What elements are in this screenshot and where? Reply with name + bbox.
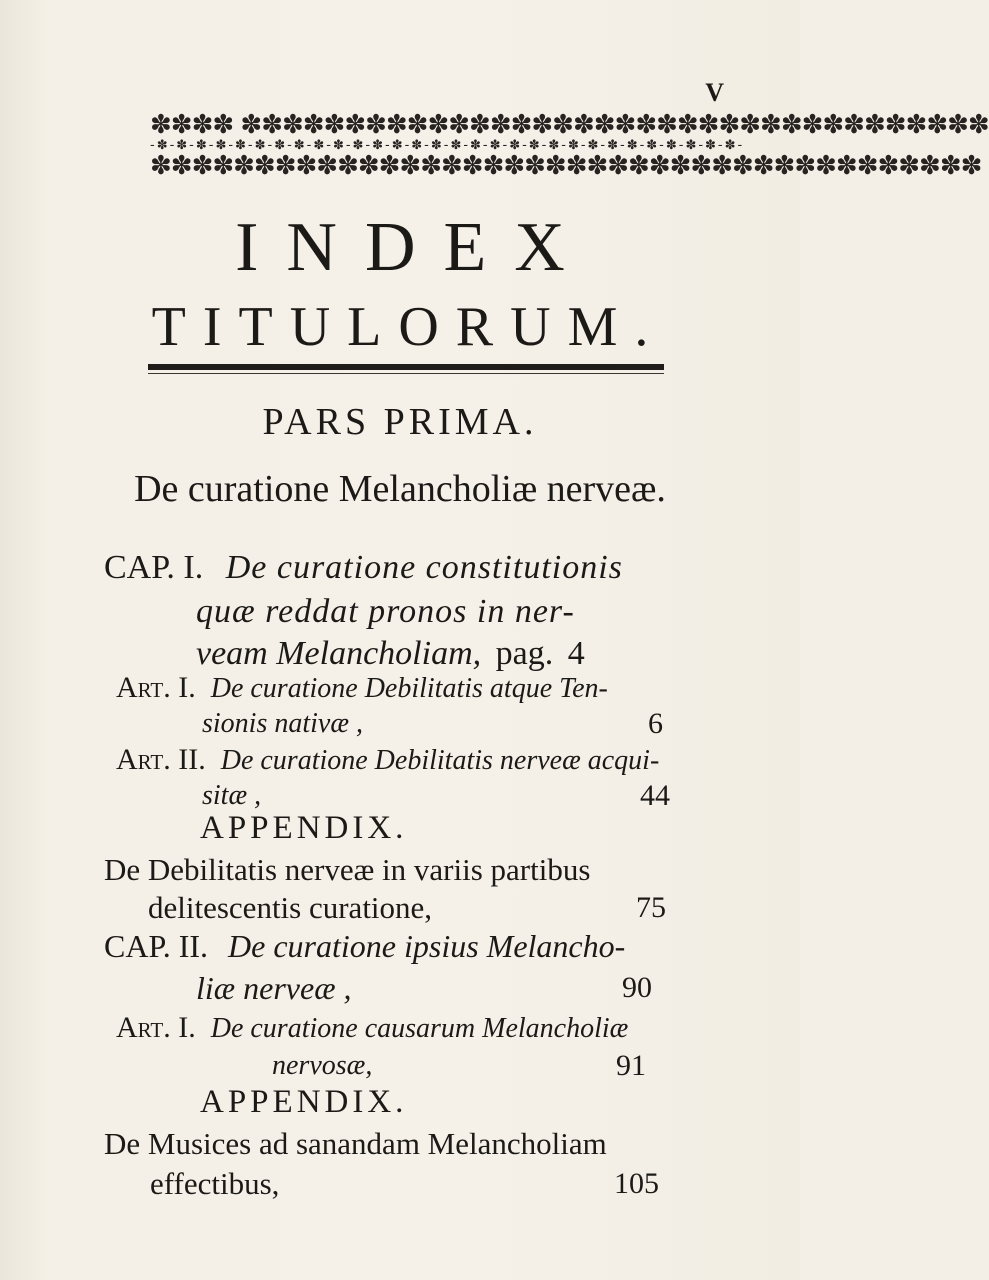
- ornament-band-bottom: ✽✽✽✽✽✽✽✽✽✽✽✽✽✽✽✽✽✽✽✽✽✽✽✽✽✽✽✽✽✽✽✽✽✽✽✽✽✽✽✽: [150, 151, 982, 181]
- appendix2-page: 105: [614, 1167, 659, 1200]
- section-subtitle: De curatione Melancholiæ nerveæ.: [134, 468, 666, 510]
- appendix1-line1: De Debilitatis nerveæ in variis partibus: [104, 852, 591, 887]
- art1-title-line1: De curatione Debilitatis atque Ten-: [210, 673, 608, 704]
- art2-title-line1: De curatione Debilitatis nerveæ acqui-: [220, 745, 660, 776]
- cap1-title-line1: De curatione constitutionis: [225, 549, 623, 586]
- ornament-band-middle: -✽-✽-✽-✽-✽-✽-✽-✽-✽-✽-✽-✽-✽-✽-✽-✽-✽-✽-✽-✽-✽-✽-✽-✽-✽-✽-✽-✽-✽-✽-: [150, 138, 745, 153]
- art1b-title-line2: nervosæ,: [272, 1050, 373, 1081]
- appendix2-heading: APPENDIX.: [200, 1084, 408, 1120]
- art1-title-line2: sionis nativæ ,: [202, 708, 364, 739]
- cap1-label: CAP. I.: [104, 549, 204, 586]
- pars-heading: PARS PRIMA.: [262, 401, 538, 443]
- appendix2-line1: De Musices ad sanandam Melancholiam: [104, 1126, 607, 1161]
- cap1-title-line3: veam Melancholiam,: [196, 635, 482, 672]
- cap1-title-line2: quæ reddat pronos in ner-: [196, 593, 575, 630]
- cap2-title-line2: liæ nerveæ ,: [196, 970, 352, 1006]
- cap1-page: 4: [567, 635, 585, 672]
- folio-number: V: [705, 78, 724, 107]
- art2-entry: [116, 740, 659, 781]
- cap2-label: CAP. II.: [104, 928, 209, 964]
- appendix1-line2: delitescentis curatione,: [148, 890, 433, 925]
- appendix1-page: 75: [636, 891, 666, 924]
- art2-page: 44: [640, 779, 670, 812]
- cap2-entry: [104, 926, 625, 966]
- title-index: INDEX: [235, 209, 593, 286]
- cap2-title-line1: De curatione ipsius Melancho-: [228, 928, 626, 964]
- appendix1-heading: APPENDIX.: [200, 810, 408, 846]
- title-rule-thin: [148, 373, 664, 374]
- ornament-band-top: ✽✽✽✽ ✽✽✽✽✽✽✽✽✽✽✽✽✽✽✽✽✽✽✽✽✽✽✽✽✽✽✽✽✽✽✽✽✽✽✽✽: [150, 110, 989, 140]
- art2-label: Art. II.: [116, 743, 206, 776]
- title-titulorum: TITULORUM.: [151, 296, 666, 358]
- cap1-pag-label: pag.: [495, 635, 554, 672]
- cap2-page: 90: [622, 971, 652, 1004]
- art1b-page: 91: [616, 1049, 646, 1082]
- art1-page: 6: [648, 707, 663, 740]
- art1-label: Art. I.: [116, 671, 196, 704]
- art1b-label: Art. I.: [116, 1011, 196, 1044]
- cap1-entry: [104, 548, 623, 588]
- art2-title-line2: sitæ ,: [202, 780, 262, 811]
- title-rule-thick: [148, 364, 664, 370]
- art1b-entry: [116, 1008, 628, 1049]
- art1b-title-line1: De curatione causarum Melancholiæ: [210, 1013, 629, 1044]
- art1-entry: [116, 668, 608, 709]
- appendix2-line2: effectibus,: [150, 1166, 280, 1201]
